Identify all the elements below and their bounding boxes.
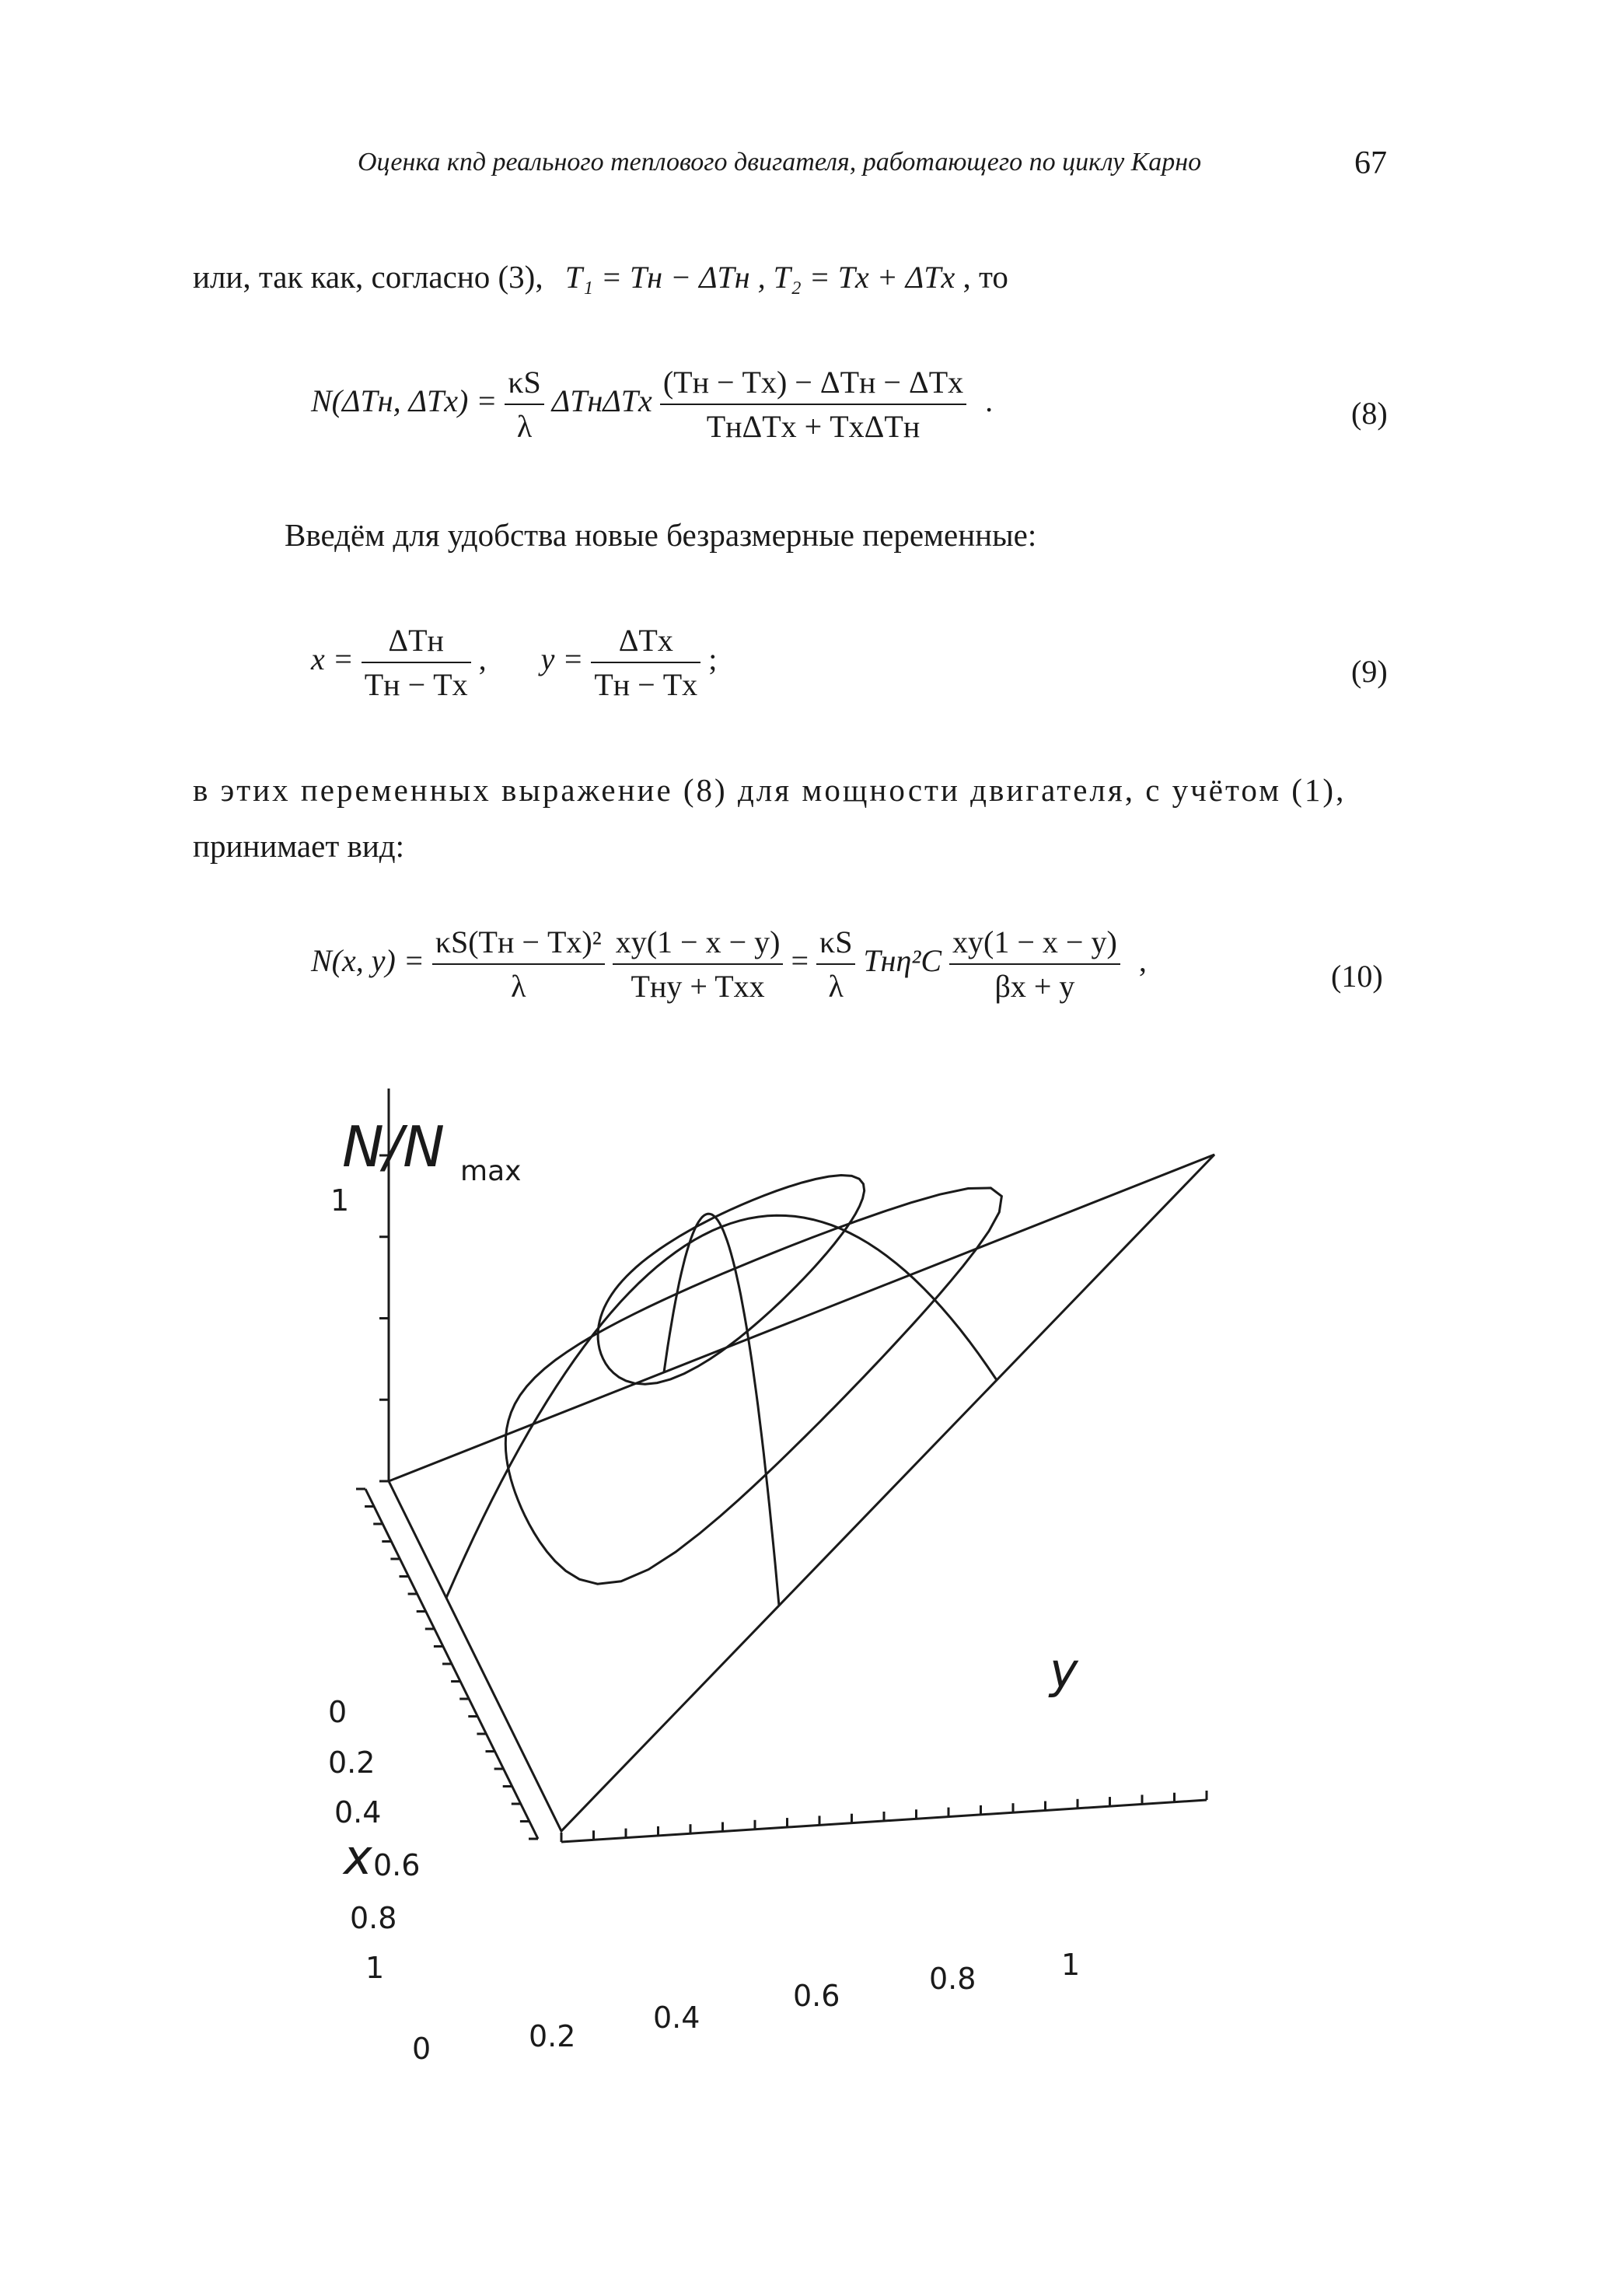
- eq10-fraction-2: [613, 924, 784, 1005]
- y-tick-label: 0.2: [529, 2019, 576, 2053]
- page-number: 67: [1354, 145, 1387, 181]
- equation-9-number: (9): [1351, 654, 1388, 689]
- eq8-coef-fraction: [505, 364, 543, 445]
- z-axis-label: N/N: [342, 1114, 445, 1179]
- surface-figure: [295, 1089, 1306, 2150]
- eq9-tail: ;: [708, 641, 718, 677]
- z-tick-label: 1: [330, 1183, 350, 1218]
- eq10-fraction-1: [432, 924, 605, 1005]
- x-axis-label: x: [344, 1829, 372, 1885]
- eq10-f2-denominator: Tнy + Tхx: [631, 969, 765, 1004]
- eq10-f3-numerator: κS: [816, 924, 855, 965]
- y-tick-label: 0.8: [929, 1962, 976, 1996]
- eq8-middle: ΔTнΔTх: [551, 383, 652, 419]
- eq9-y-lhs: y =: [540, 641, 584, 677]
- eq9-x-fraction: [362, 622, 471, 703]
- eq10-f4-denominator: βx + y: [994, 969, 1075, 1004]
- paragraph-3-line-2: принимает вид:: [193, 828, 405, 864]
- eq8-coef-numerator: κS: [505, 364, 543, 405]
- eq10-f1-numerator: κS(Tн − Tх)²: [432, 924, 605, 965]
- eq10-equals: =: [791, 943, 809, 979]
- eq10-f4-numerator: xy(1 − x − y): [949, 924, 1120, 965]
- x-tick-label: 0.2: [328, 1746, 376, 1780]
- eq9-x-lhs: x =: [311, 641, 354, 677]
- eq10-lhs: N(x, y) =: [311, 943, 424, 979]
- eq10-fraction-4: [949, 924, 1120, 1005]
- eq10-f2-numerator: xy(1 − x − y): [613, 924, 784, 965]
- eq10-f3-denominator: λ: [828, 969, 844, 1004]
- surface-base-triangle: [389, 1155, 1214, 1831]
- surface-plot: [295, 1089, 1306, 2146]
- y-axis-label: y: [1050, 1642, 1078, 1699]
- x-tick-label: 0.4: [334, 1795, 382, 1829]
- eq8-main-numerator: (Tн − Tх) − ΔTн − ΔTх: [660, 364, 966, 405]
- eq10-fraction-3: [816, 924, 855, 1005]
- eq8-main-fraction: [660, 364, 966, 445]
- z-tick-label: 0: [328, 1695, 348, 1729]
- paragraph-1-text: или, так как, согласно (3),: [193, 259, 543, 295]
- y-tick-label: 0.4: [653, 2001, 700, 2035]
- eq9-y-fraction: [591, 622, 700, 703]
- x-tick-label: 0.8: [350, 1901, 397, 1935]
- eq10-tail: ,: [1138, 943, 1147, 979]
- eq8-tail: .: [985, 383, 994, 419]
- equation-8-number: (8): [1351, 396, 1388, 431]
- eq9-y-numerator: ΔTх: [591, 622, 700, 663]
- eq9-x-denominator: Tн − Tх: [364, 667, 468, 702]
- paragraph-1-tail: , то: [962, 259, 1008, 295]
- z-axis-label-subscript: max: [460, 1155, 522, 1187]
- paragraph-1: [193, 249, 1008, 306]
- eq8-main-denominator: TнΔTх + TхΔTн: [706, 409, 921, 444]
- equation-9: [311, 622, 717, 703]
- eq8-lhs: N(ΔTн, ΔTх) =: [311, 383, 498, 419]
- equation-10: [311, 924, 1147, 1005]
- surface-level-curve: [505, 1188, 1001, 1584]
- surface-level-curve: [598, 1176, 865, 1385]
- paragraph-2: Введём для удобства новые безразмерные переменные:: [285, 517, 1037, 553]
- eq8-coef-denominator: λ: [516, 409, 533, 444]
- eq10-f1-denominator: λ: [511, 969, 526, 1004]
- inline-equation-3: T₁ = Tн − ΔTн , T₂ = Tх + ΔTх: [564, 260, 955, 295]
- x-tick-label: 1: [365, 1951, 385, 1985]
- equation-8: [311, 364, 993, 445]
- x-tick-label: 0.6: [373, 1848, 421, 1882]
- y-tick-label: 0.6: [793, 1979, 840, 2013]
- equation-10-number: (10): [1331, 959, 1383, 994]
- eq9-y-denominator: Tн − Tх: [594, 667, 698, 702]
- paragraph-3-line-1: в этих переменных выражение (8) для мощности двигателя, с учётом (1),: [193, 772, 1347, 808]
- eq9-x-numerator: ΔTн: [362, 622, 471, 663]
- y-tick-label: 0: [412, 2032, 431, 2066]
- eq9-separator: ,: [478, 641, 487, 677]
- eq10-middle: Tнη²C: [863, 943, 942, 979]
- running-title: Оценка кпд реального теплового двигателя, работающего по циклу Карно: [358, 148, 1202, 176]
- y-tick-label: 1: [1061, 1948, 1081, 1982]
